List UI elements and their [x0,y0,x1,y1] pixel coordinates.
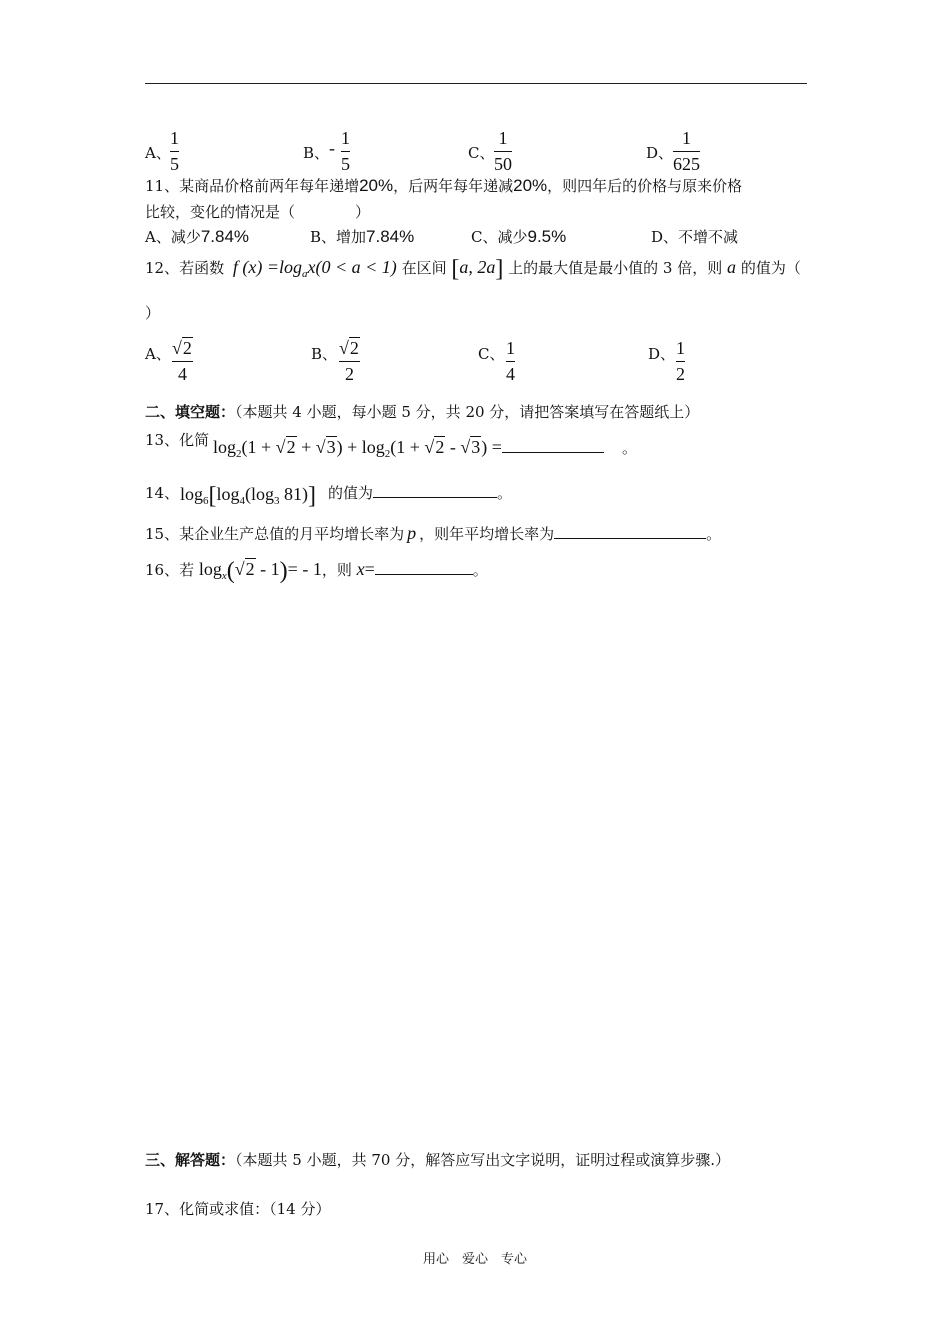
header-rule [145,83,807,84]
q14-suffix: 的值为 。 [328,484,513,502]
q10-option-c-fraction: 1 50 [494,128,512,174]
q11-option-a: A、减少7.84% [145,227,250,246]
q10-option-d-fraction: 1 625 [673,128,700,174]
page-footer: 用心 爱心 专心 [422,1252,527,1267]
q14-label: 14、 [145,484,180,502]
q12-option-c-fraction: 1 4 [506,338,515,384]
q12-option-b-fraction: √2 2 [339,338,359,384]
q13-expression: $\log_2(1 + √2 + √3) + \log_2(1 + √2 - √3)$ = [213,437,604,460]
q13-period: 。 [622,439,638,457]
q10-option-a-label: A、 [145,144,171,162]
q10-option-a-fraction: 1 5 [170,128,179,174]
q12-option-d-label: D、 [648,345,676,363]
q10-option-c-label: C、 [468,144,495,162]
q12-line1: 12、若函数 f $(x) =\log_ax(0 < a < 1)$ 在区间 [a, 2a] 上的最大值是最小值的 3 倍，则 a 的值为（ [145,256,801,282]
q11-option-d: D、不增不减 [651,228,739,246]
q12-option-a-label: A、 [145,345,171,363]
q16-line: 16、若 $\log_x(√2 - 1)= - 1$，则 x= 。 [145,558,488,584]
q15-line: 15、某企业生产总值的月平均增长率为 p ，则年平均增长率为 。 [145,523,722,543]
q14-expression: $\log_6[\log_4(\log_3$ 81)] [180,483,317,509]
q10-option-b-fraction: 1 5 [341,128,350,174]
q11-option-b: B、增加7.84% [310,227,415,246]
q11-option-c: C、减少9.5% [471,227,567,246]
q12-option-d-fraction: 1 2 [676,338,685,384]
section2-heading: 二、填空题：（本题共 4 小题，每小题 5 分，共 20 分，请把答案填写在答题纸上） [145,403,700,421]
q10-option-b-sign: - [329,138,335,158]
q10-option-b-label: B、 [303,144,330,162]
q11-line1: 11、某商品价格前两年每年递增20%，后两年每年递减20%，则四年后的价格与原来价格 [145,176,743,195]
q12-option-b-label: B、 [311,345,338,363]
q17-line: 17、化简或求值：（14 分） [145,1200,331,1218]
q13-label: 13、化简 [145,431,210,449]
q12-option-a-fraction: √2 4 [172,338,192,384]
q12-option-c-label: C、 [478,345,505,363]
q10-option-d-label: D、 [646,144,674,162]
q11-line2: 比较，变化的情况是（ ） [145,203,371,221]
section3-heading: 三、解答题：（本题共 5 小题，共 70 分，解答应写出文字说明，证明过程或演算步骤.） [145,1151,730,1169]
q12-close-paren: ） [145,304,161,322]
